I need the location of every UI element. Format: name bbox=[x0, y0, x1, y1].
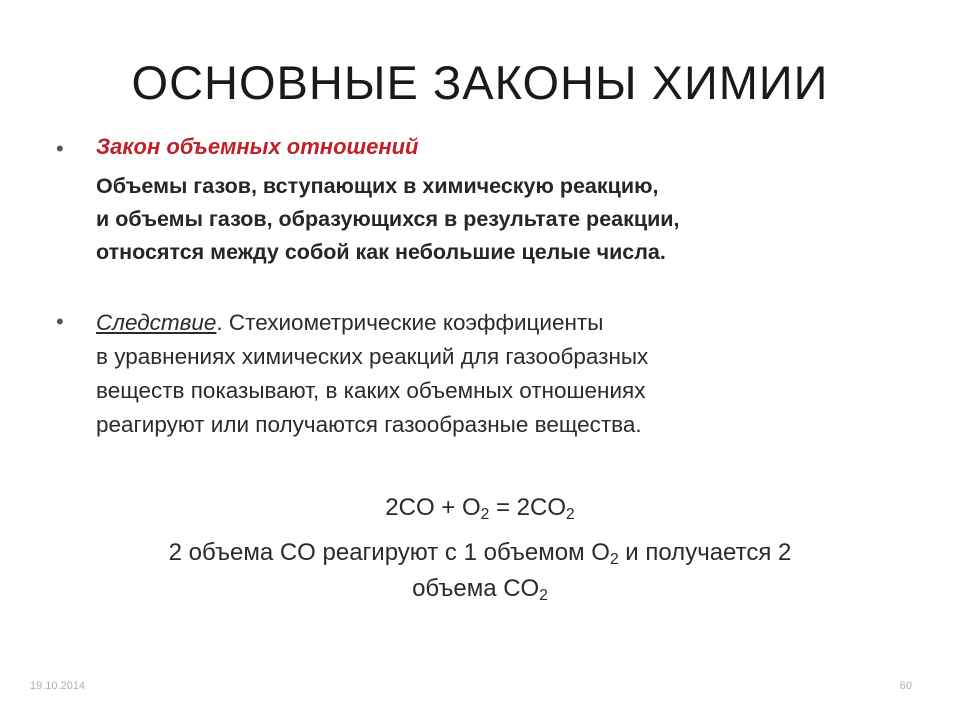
equation-sub-1: 2 bbox=[480, 505, 490, 523]
law-heading: Закон объемных отношений bbox=[96, 134, 419, 159]
result-sub-1: 2 bbox=[609, 550, 619, 568]
corollary-lead: Следствие bbox=[96, 310, 217, 335]
corollary-line-4: реагируют или получаются газообразные вещества. bbox=[96, 412, 642, 437]
equation-sub-2: 2 bbox=[566, 505, 575, 523]
bullet-1: • bbox=[56, 136, 64, 161]
result-line-2-sub: 2 bbox=[539, 586, 548, 604]
page-number: 60 bbox=[899, 680, 912, 692]
law-line-1: Объемы газов, вступающих в химическую реакцию, bbox=[96, 174, 659, 198]
corollary-line-2: в уравнениях химических реакций для газообразных bbox=[96, 344, 649, 369]
result-line-2-text: объема CO bbox=[412, 575, 540, 602]
slide-title: ОСНОВНЫЕ ЗАКОНЫ ХИМИИ bbox=[131, 56, 829, 109]
corollary-lead-suffix: . bbox=[216, 310, 223, 335]
footer-date: 19.10.2014 bbox=[30, 680, 86, 692]
corollary-text bbox=[96, 306, 648, 442]
result-part-2: и получается 2 bbox=[618, 539, 792, 566]
reaction-equation bbox=[0, 494, 960, 522]
bullet-2: • bbox=[56, 309, 64, 334]
corollary-line-1 bbox=[96, 306, 648, 340]
law-line-3: относятся между собой как небольшие целые числа. bbox=[96, 240, 666, 264]
volume-result-line-2 bbox=[0, 575, 960, 603]
corollary-line-3: веществ показывают, в каких объемных отношениях bbox=[96, 378, 646, 403]
law-line-2: и объемы газов, образующихся в результате реакции, bbox=[96, 207, 680, 231]
corollary-line-1-rest: Стехиометрические коэффициенты bbox=[222, 310, 604, 335]
equation-left: 2CO + O bbox=[385, 494, 481, 521]
equation-right: = 2CO bbox=[489, 494, 567, 521]
law-text bbox=[96, 170, 680, 269]
result-part-1: 2 объема CO реагируют с 1 объемом O bbox=[168, 539, 610, 566]
volume-result-line-1 bbox=[0, 539, 960, 567]
